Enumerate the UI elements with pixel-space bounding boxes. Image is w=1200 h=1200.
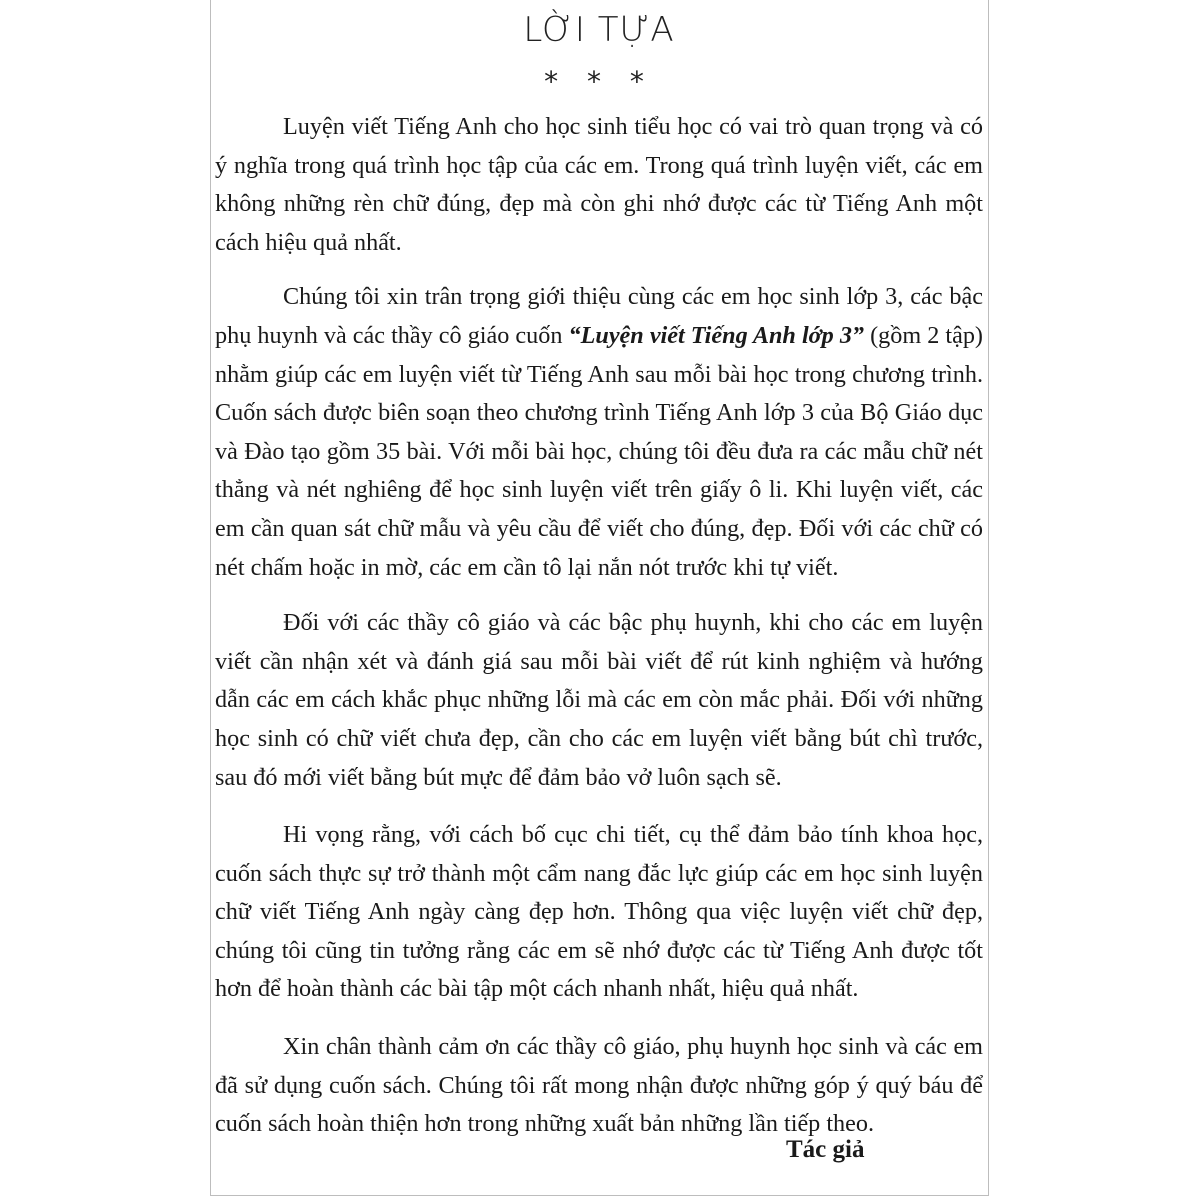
paragraph-1 [215,108,983,262]
paragraph-4-text: Hi vọng rằng, với cách bố cục chi tiết, cụ thể đảm bảo tính khoa học, cuốn sách thực sự trở thành một cẩm nang đắc lực giúp các em học sinh luyện chữ viết Tiếng Anh ngày càng đẹp hơn. Thông qua việc luyện viết chữ đẹp, chúng tôi cũng tin tưởng rằng các em sẽ nhớ được các từ Tiếng Anh được tốt hơn để hoàn thành các bài tập một cách nhanh nhất, hiệu quả nhất. [215,821,983,1003]
paragraph-3-text: Đối với các thầy cô giáo và các bậc phụ huynh, khi cho các em luyện viết cần nhận xét và đánh giá sau mỗi bài viết để rút kinh nghiệm và hướng dẫn các em cách khắc phục những lỗi mà các em còn mắc phải. Đối với những học sinh có chữ viết chưa đẹp, cần cho các em luyện viết bằng bút chì trước, sau đó mới viết bằng bút mực để đảm bảo vở luôn sạch sẽ. [215,609,983,791]
page-title: LỜI TỰA [523,10,675,50]
page-content [215,0,983,1144]
document-page [210,0,989,1196]
paragraph-5 [215,1028,983,1144]
paragraph-3 [215,604,983,797]
paragraph-5-text: Xin chân thành cảm ơn các thầy cô giáo, phụ huynh học sinh và các em đã sử dụng cuốn sách. Chúng tôi rất mong nhận được những góp ý quý báu để cuốn sách hoàn thiện hơn trong những xuất bản những lần tiếp theo. [215,1033,983,1138]
paragraph-2 [215,278,983,587]
book-title: “Luyện viết Tiếng Anh lớp 3” [568,321,865,349]
title-ornament: * * * [544,65,654,98]
paragraph-4 [215,816,983,1009]
author-signature: Tác giả [786,1136,865,1163]
paragraph-2-text-before: Chúng tôi xin trân trọng giới thiệu cùng các em học sinh lớp 3, các bậc phụ huynh và các thầy cô giáo cuốn [215,283,983,349]
paragraph-1-text: Luyện viết Tiếng Anh cho học sinh tiểu học có vai trò quan trọng và có ý nghĩa trong quá trình học tập của các em. Trong quá trình luyện viết, các em không những rèn chữ đúng, đẹp mà còn ghi nhớ được các từ Tiếng Anh một cách hiệu quả nhất. [215,113,983,256]
paragraph-2-text-after: (gồm 2 tập) nhằm giúp các em luyện viết từ Tiếng Anh sau mỗi bài học trong chương trình. Cuốn sách được biên soạn theo chương trình Tiếng Anh lớp 3 của Bộ Giáo dục và Đào tạo gồm 35 bài. Với mỗi bài học, chúng tôi đều đưa ra các mẫu chữ nét thẳng và nét nghiêng để học sinh luyện viết trên giấy ô li. Khi luyện viết, các em cần quan sát chữ mẫu và yêu cầu để viết cho đúng, đẹp. Đối với các chữ có nét chấm hoặc in mờ, các em cần tô lại nắn nót trước khi tự viết. [215,321,983,581]
